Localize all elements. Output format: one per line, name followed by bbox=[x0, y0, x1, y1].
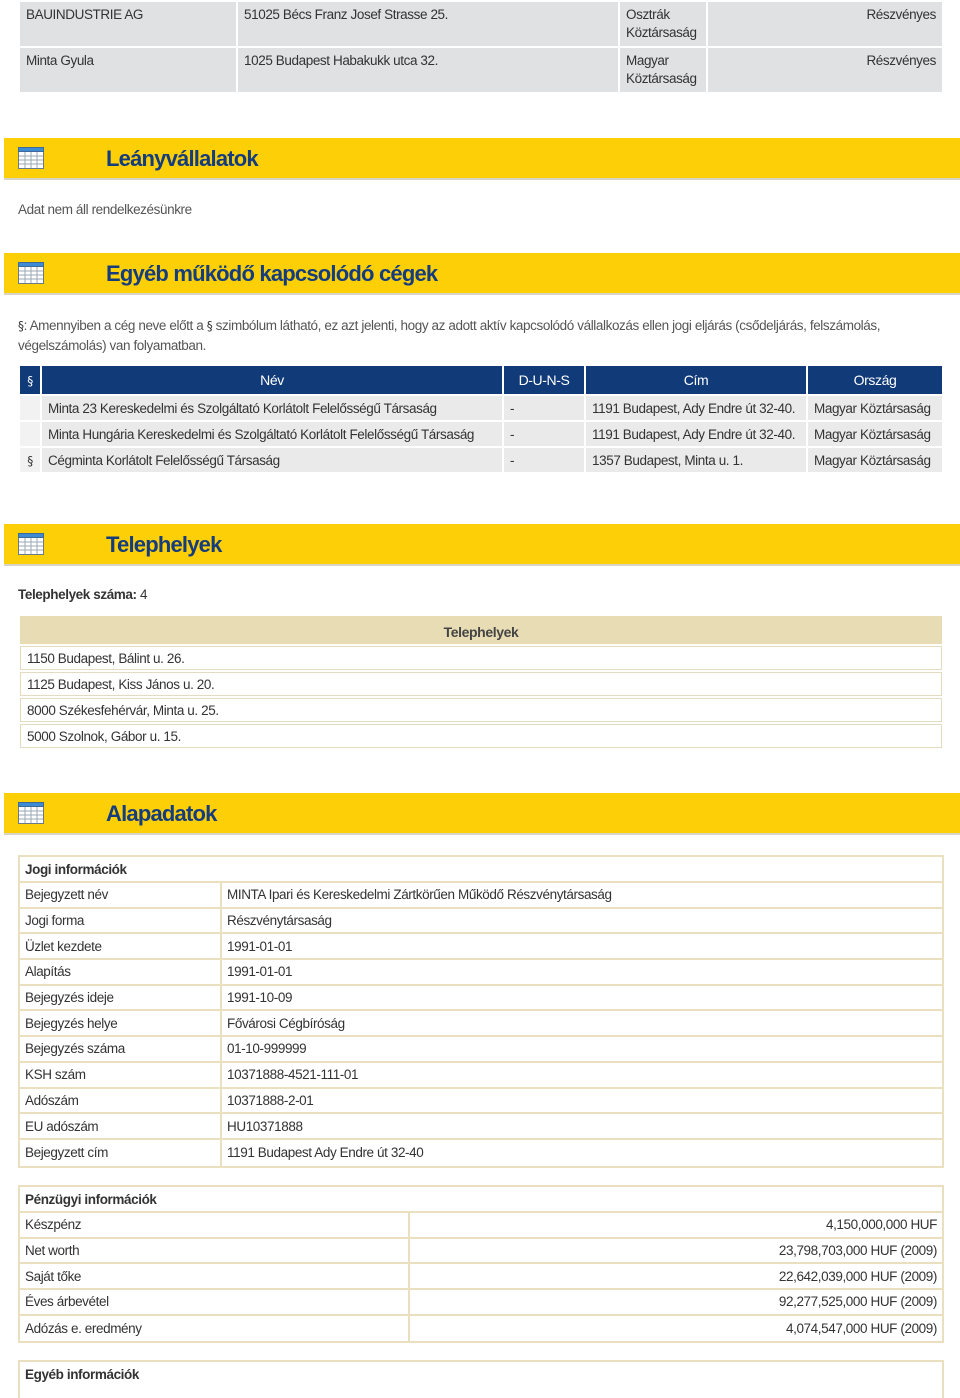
table-header-row bbox=[20, 616, 942, 644]
sites-count-value: 4 bbox=[139, 587, 148, 602]
table-row bbox=[20, 448, 942, 472]
field-label: Készpénz bbox=[20, 1213, 410, 1239]
field-label: Bejegyzés helye bbox=[20, 1011, 222, 1037]
site-address: 8000 Székesfehérvár, Minta u. 25. bbox=[20, 698, 942, 722]
field-label: Adószám bbox=[20, 1089, 222, 1115]
table-row bbox=[20, 960, 942, 986]
company-country: Magyar Köztársaság bbox=[808, 396, 942, 420]
field-value: 4,150,000,000 HUF bbox=[410, 1213, 942, 1239]
other-info-box bbox=[18, 1360, 944, 1398]
owner-name: BAUINDUSTRIE AG bbox=[20, 2, 236, 46]
table-calendar-icon bbox=[18, 147, 44, 169]
table-row bbox=[20, 48, 942, 92]
header-name: Név bbox=[42, 366, 502, 394]
table-row bbox=[20, 1140, 942, 1166]
header-duns: D-U-N-S bbox=[504, 366, 584, 394]
section-bar-basic bbox=[4, 793, 960, 835]
header-address: Cím bbox=[586, 366, 806, 394]
table-row bbox=[20, 422, 942, 446]
table-row bbox=[20, 1290, 942, 1316]
site-address: 1125 Budapest, Kiss János u. 20. bbox=[20, 672, 942, 696]
company-address: 1191 Budapest, Ady Endre út 32-40. bbox=[586, 422, 806, 446]
header-flag bbox=[20, 366, 40, 394]
owner-address: 1025 Budapest Habakukk utca 32. bbox=[238, 48, 618, 92]
table-row bbox=[20, 1011, 942, 1037]
proceeding-flag bbox=[20, 396, 40, 420]
field-label: Bejegyzés száma bbox=[20, 1037, 222, 1063]
field-label: Adózás e. eredmény bbox=[20, 1316, 410, 1342]
site-address: 5000 Szolnok, Gábor u. 15. bbox=[20, 724, 942, 748]
sites-count-label: Telephelyek száma: bbox=[18, 587, 137, 602]
company-duns: - bbox=[504, 396, 584, 420]
site-address: 1150 Budapest, Bálint u. 26. bbox=[20, 646, 942, 670]
owners-table bbox=[18, 0, 944, 94]
owner-type: Részvényes bbox=[708, 2, 942, 46]
owner-country bbox=[620, 48, 706, 92]
table-row bbox=[20, 1037, 942, 1063]
sites-count bbox=[18, 587, 147, 602]
table-row bbox=[20, 1089, 942, 1115]
owner-country-line1: Osztrák bbox=[626, 7, 670, 22]
owner-name: Minta Gyula bbox=[20, 48, 236, 92]
proceeding-flag bbox=[20, 448, 40, 472]
section-bar-subsidiaries bbox=[4, 138, 960, 180]
field-label: Bejegyzés ideje bbox=[20, 986, 222, 1012]
table-row bbox=[20, 724, 942, 748]
section-symbol-icon: § bbox=[18, 319, 24, 333]
table-calendar-icon bbox=[18, 533, 44, 555]
table-row bbox=[20, 934, 942, 960]
legend-text-c: végelszámolás) van folyamatban. bbox=[18, 338, 206, 353]
field-value: 10371888-4521-111-01 bbox=[222, 1063, 942, 1089]
field-value: 1191 Budapest Ady Endre út 32-40 bbox=[227, 1145, 424, 1161]
owner-country-line2: Köztársaság bbox=[626, 71, 697, 86]
field-value: Részvénytársaság bbox=[222, 909, 942, 935]
field-value: 01-10-999999 bbox=[222, 1037, 942, 1063]
field-value: HU10371888 bbox=[222, 1114, 942, 1140]
company-address: 1191 Budapest, Ady Endre út 32-40. bbox=[586, 396, 806, 420]
owner-type: Részvényes bbox=[708, 48, 942, 92]
section-bar-sites bbox=[4, 524, 960, 566]
field-label: Bejegyzett cím bbox=[20, 1140, 222, 1166]
owner-address: 51025 Bécs Franz Josef Strasse 25. bbox=[238, 2, 618, 46]
legal-info-box bbox=[18, 855, 944, 1168]
table-row bbox=[20, 883, 942, 909]
field-label: Éves árbevétel bbox=[20, 1290, 410, 1316]
legend-text-b: szimbólum látható, ez azt jelenti, hogy az adott aktív kapcsolódó vállalkozás ellen jogi eljárás (csődeljárás, felszámolás, bbox=[215, 318, 881, 333]
legend-text-a: : Amennyiben a cég neve előtt a bbox=[23, 318, 204, 333]
section-title: Leányvállalatok bbox=[106, 146, 258, 171]
field-value: 1991-10-09 bbox=[222, 986, 942, 1012]
field-value: 1991-01-01 bbox=[222, 960, 942, 986]
table-row bbox=[20, 672, 942, 696]
owner-country-line2: Köztársaság bbox=[626, 25, 697, 40]
field-label: Saját tőke bbox=[20, 1264, 410, 1290]
sites-table bbox=[18, 614, 944, 750]
table-row bbox=[20, 646, 942, 670]
financial-info-header: Pénzügyi információk bbox=[20, 1187, 942, 1213]
table-row bbox=[20, 1264, 942, 1290]
field-value: 22,642,039,000 HUF (2009) bbox=[410, 1264, 942, 1290]
field-value: 4,074,547,000 HUF (2009) bbox=[785, 1321, 937, 1337]
company-duns: - bbox=[504, 422, 584, 446]
sites-header: Telephelyek bbox=[20, 616, 942, 644]
field-label: Üzlet kezdete bbox=[20, 934, 222, 960]
owner-country bbox=[620, 2, 706, 46]
section-title: Egyéb működő kapcsolódó cégek bbox=[106, 261, 438, 286]
company-country: Magyar Köztársaság bbox=[808, 422, 942, 446]
owner-country-line1: Magyar bbox=[626, 53, 669, 68]
table-row bbox=[20, 698, 942, 722]
table-row bbox=[20, 986, 942, 1012]
company-country: Magyar Köztársaság bbox=[808, 448, 942, 472]
section-symbol-icon: § bbox=[27, 374, 33, 388]
field-value: 23,798,703,000 HUF (2009) bbox=[410, 1239, 942, 1265]
field-value: 92,277,525,000 HUF (2009) bbox=[410, 1290, 942, 1316]
company-name: Minta 23 Kereskedelmi és Szolgáltató Korlátolt Felelősségű Társaság bbox=[42, 396, 502, 420]
no-data-note: Adat nem áll rendelkezésünkre bbox=[18, 202, 192, 217]
field-value: 10371888-2-01 bbox=[222, 1089, 942, 1115]
field-label: Alapítás bbox=[20, 960, 222, 986]
proceeding-flag bbox=[20, 422, 40, 446]
table-row bbox=[20, 909, 942, 935]
table-row bbox=[20, 1316, 942, 1342]
section-title: Telephelyek bbox=[106, 532, 222, 557]
company-name: Minta Hungária Kereskedelmi és Szolgáltató Korlátolt Felelősségű Társaság bbox=[42, 422, 502, 446]
section-title: Alapadatok bbox=[106, 801, 217, 826]
table-row bbox=[20, 1213, 942, 1239]
field-value: Fővárosi Cégbíróság bbox=[222, 1011, 942, 1037]
table-row bbox=[20, 2, 942, 46]
field-label: KSH szám bbox=[20, 1063, 222, 1089]
related-companies-table bbox=[18, 364, 944, 474]
section-symbol-icon: § bbox=[206, 319, 213, 333]
table-row bbox=[20, 1239, 942, 1265]
table-row bbox=[20, 1063, 942, 1089]
company-duns: - bbox=[504, 448, 584, 472]
field-label: Net worth bbox=[20, 1239, 410, 1265]
header-country: Ország bbox=[808, 366, 942, 394]
section-bar-related bbox=[4, 253, 960, 295]
table-calendar-icon bbox=[18, 802, 44, 824]
section-symbol-icon: § bbox=[27, 453, 33, 468]
financial-info-box bbox=[18, 1185, 944, 1343]
table-header-row bbox=[20, 366, 942, 394]
field-value: MINTA Ipari és Kereskedelmi Zártkörűen Működő Részvénytársaság bbox=[222, 883, 942, 909]
legal-proceedings-legend bbox=[18, 316, 944, 355]
field-value: 1991-01-01 bbox=[222, 934, 942, 960]
company-address: 1357 Budapest, Minta u. 1. bbox=[586, 448, 806, 472]
field-label: Bejegyzett név bbox=[20, 883, 222, 909]
field-label: Jogi forma bbox=[20, 909, 222, 935]
table-calendar-icon bbox=[18, 262, 44, 284]
company-name: Cégminta Korlátolt Felelősségű Társaság bbox=[42, 448, 502, 472]
table-row bbox=[20, 1114, 942, 1140]
legal-info-header: Jogi információk bbox=[20, 857, 942, 883]
table-row bbox=[20, 396, 942, 420]
other-info-header: Egyéb információk bbox=[20, 1362, 942, 1388]
field-label: EU adószám bbox=[20, 1114, 222, 1140]
